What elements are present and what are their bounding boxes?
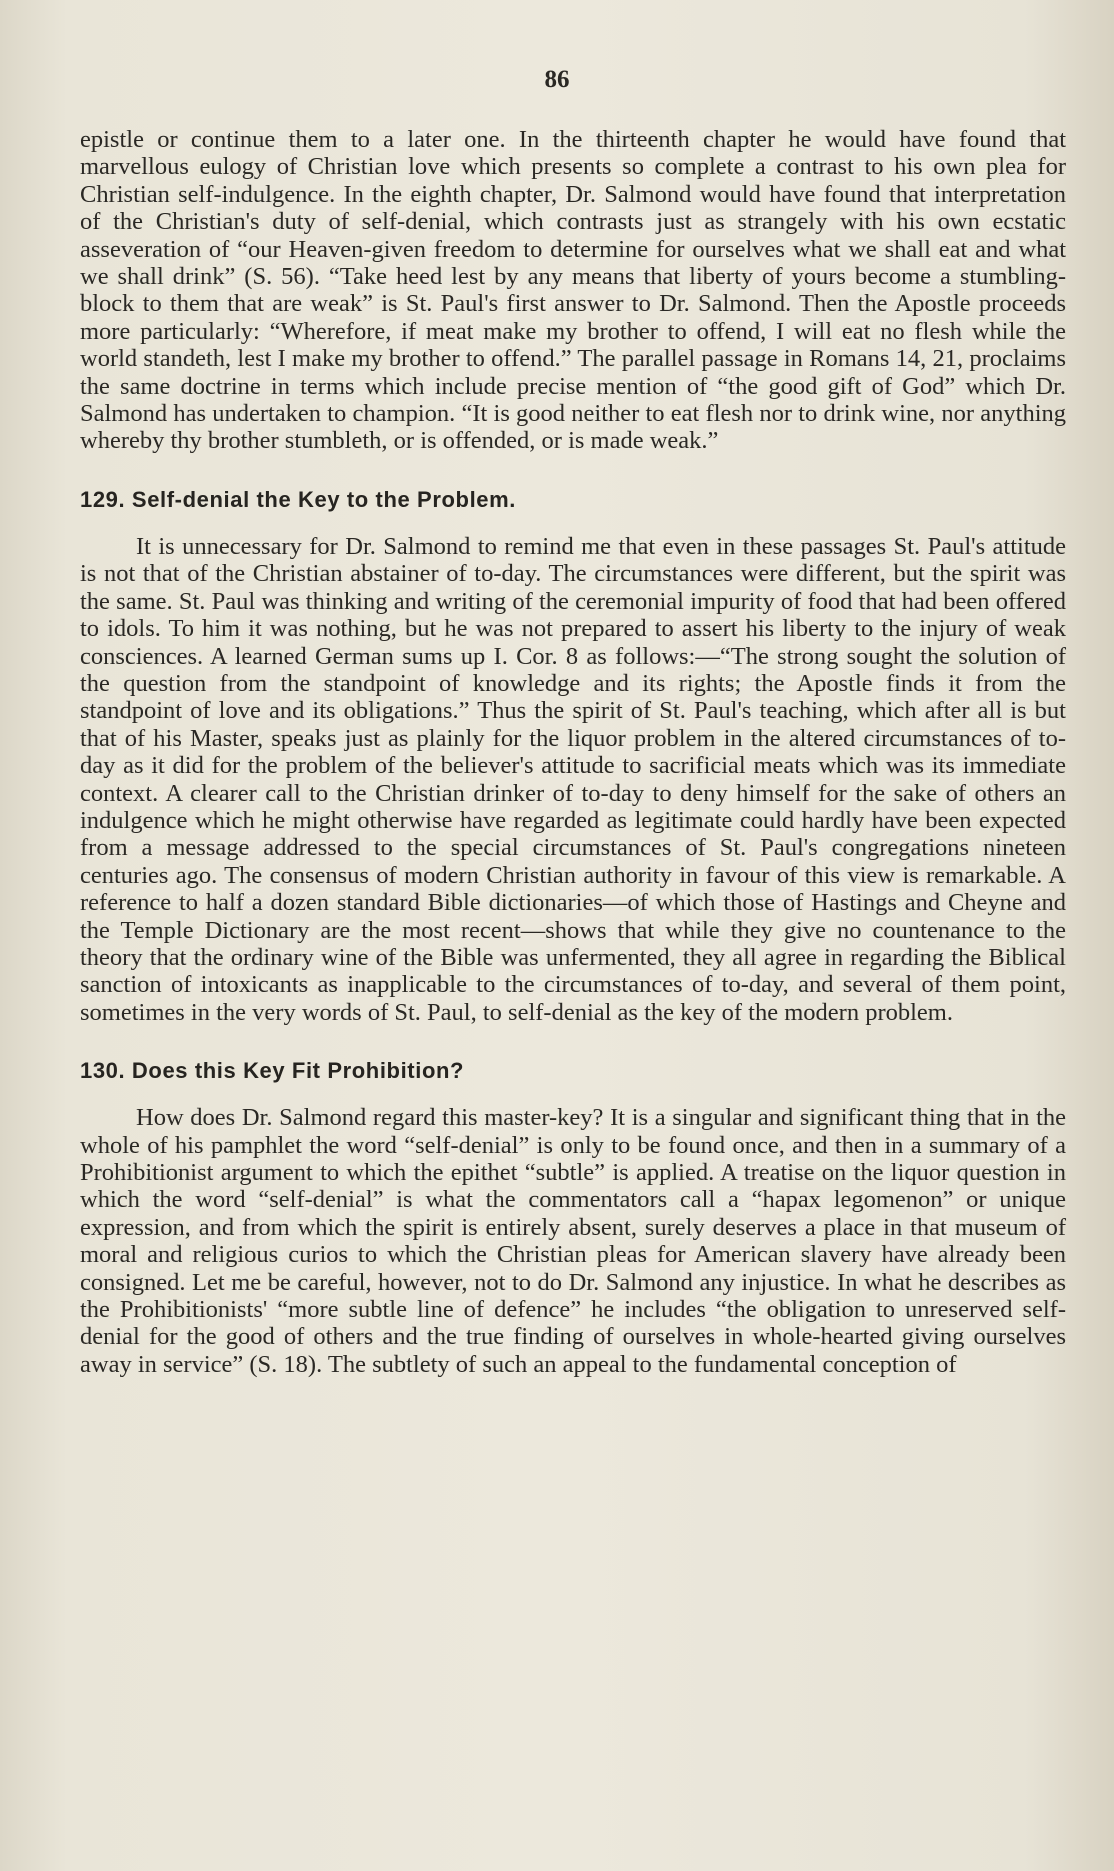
page-body: [80, 126, 1066, 1378]
paragraph-section-130: How does Dr. Salmond regard this master-key? It is a singular and significant thing that in the whole of his pamphlet the word “self-denial” is only to be found once, and then in a summary of a Prohibitionist argument to which the epithet “subtle” is applied. A treatise on the liquor question in which the word “self-denial” is what the commentators call a “hapax legomenon” or unique expression, and from which the spirit is entirely absent, surely deserves a place in that museum of moral and religious curios to which the Christian pleas for American slavery have already been consigned. Let me be careful, however, not to do Dr. Salmond any injustice. In what he describes as the Prohibitionists' “more subtle line of defence” he includes “the obligation to unreserved self-denial for the good of others and the true finding of ourselves in whole-hearted giving ourselves away in service” (S. 18). The subtlety of such an appeal to the fundamental conception of: [80, 1104, 1066, 1378]
section-heading-130: 130. Does this Key Fit Prohibition?: [80, 1058, 465, 1084]
section-heading-129: 129. Self-denial the Key to the Problem.: [80, 486, 516, 512]
paragraph-continued: epistle or continue them to a later one. In the thirteenth chapter he would have found that marvellous eulogy of Christian love which presents so complete a contrast to his own plea for Christian self-indulgence. In the eighth chapter, Dr. Salmond would have found that interpretation of the Christian's duty of self-denial, which contrasts just as strangely with his own ecstatic asseveration of “our Heaven-given freedom to determine for ourselves what we shall eat and what we shall drink” (S. 56). “Take heed lest by any means that liberty of yours become a stumbling-block to them that are weak” is St. Paul's first answer to Dr. Salmond. Then the Apostle proceeds more particularly: “Wherefore, if meat make my brother to offend, I will eat no flesh while the world standeth, lest I make my brother to offend.” The parallel passage in Romans 14, 21, proclaims the same doctrine in terms which include precise mention of “the good gift of God” which Dr. Salmond has undertaken to champion. “It is good neither to eat flesh nor to drink wine, nor anything whereby thy brother stumbleth, or is offended, or is made weak.”: [80, 126, 1066, 455]
page-number: 86: [544, 66, 570, 93]
paragraph-section-129: It is unnecessary for Dr. Salmond to remind me that even in these passages St. Paul's attitude is not that of the Christian abstainer of to-day. The circumstances were different, but the spirit was the same. St. Paul was thinking and writing of the ceremonial impurity of food that had been offered to idols. To him it was nothing, but he was not prepared to assert his liberty to the injury of weak consciences. A learned German sums up I. Cor. 8 as follows:—“The strong sought the solution of the question from the standpoint of knowledge and its rights; the Apostle finds it from the standpoint of love and its obligations.” Thus the spirit of St. Paul's teaching, which after all is but that of his Master, speaks just as plainly for the liquor problem in the altered circumstances of to-day as it did for the problem of the believer's attitude to sacrificial meats which was its immediate context. A clearer call to the Christian drinker of to-day to deny himself for the sake of others an indulgence which he might otherwise have regarded as legitimate could hardly have been expected from a message addressed to the special circumstances of St. Paul's congregations nineteen centuries ago. The consensus of modern Christian authority in favour of this view is remarkable. A reference to half a dozen standard Bible dictionaries—of which those of Hastings and Cheyne and the Temple Dictionary are the most recent—shows that while they give no countenance to the theory that the ordinary wine of the Bible was unfermented, they all agree in regarding the Biblical sanction of intoxicants as inapplicable to the circumstances of to-day, and several of them point, sometimes in the very words of St. Paul, to self-denial as the key of the modern problem.: [80, 532, 1066, 1026]
